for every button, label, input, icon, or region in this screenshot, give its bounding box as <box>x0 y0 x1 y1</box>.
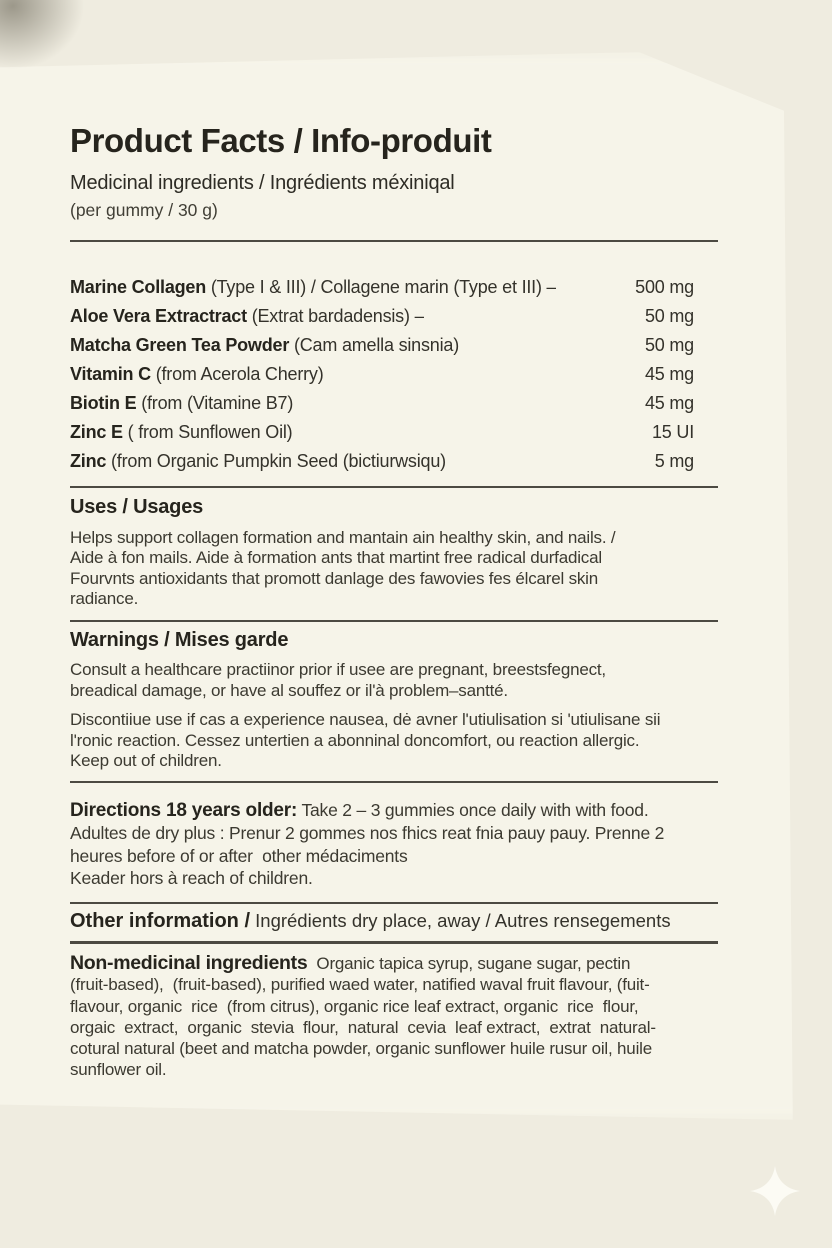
divider <box>70 240 718 242</box>
non-medicinal-first-rest: Organic tapica syrup, sugane sugar, pectin <box>307 954 631 973</box>
ingredient-amount: 5 mg <box>654 451 694 471</box>
table-row <box>70 447 720 476</box>
directions-heading: Directions 18 years older: <box>70 800 298 821</box>
directions-line: heures before of or after other médaciments <box>70 845 408 866</box>
ingredient-detail: (Type I & III) / Collagene marin (Type et III) – <box>206 277 557 297</box>
ingredient-amount: 50 mg <box>644 335 694 355</box>
warnings-paragraph-2 <box>70 710 720 772</box>
ingredient-amount: 45 mg <box>644 393 694 413</box>
non-medicinal-line: (fruit-based), (fruit-based), purified waed water, natified waval fruit flavour, (fuit- <box>70 975 650 995</box>
table-row <box>70 331 720 360</box>
ingredient-name: Zinc E <box>70 422 123 442</box>
uses-paragraph <box>70 528 720 610</box>
page-title: Product Facts / Info-produit <box>70 122 492 159</box>
ingredient-detail: (from Organic Pumpkin Seed (bictiurwsiqu) <box>106 451 446 471</box>
table-row <box>70 302 720 331</box>
page-subtitle: Medicinal ingredients / Ingrédients méxiniqal <box>70 172 455 194</box>
ingredient-name: Matcha Green Tea Powder <box>70 335 290 355</box>
ingredient-name: Marine Collagen <box>70 277 207 297</box>
ingredient-amount: 45 mg <box>644 364 694 384</box>
directions-line: Keader hors à reach of children. <box>70 868 313 889</box>
non-medicinal-heading-line <box>70 953 720 974</box>
warnings-line: Discontiiue use if cas a experience nausea, dė avner l'utiulisation si 'utiulisane sii <box>70 710 661 729</box>
divider <box>70 902 718 904</box>
directions-section <box>70 799 720 890</box>
ingredients-table <box>70 273 720 476</box>
non-medicinal-label: Non-medicinal ingredients <box>70 952 308 974</box>
non-medicinal-line: sunflower oil. <box>70 1060 167 1080</box>
other-information-heading <box>70 910 720 933</box>
divider-thick <box>70 941 718 944</box>
warnings-line: l'ronic reaction. Cessez untertien a abonninal doncomfort, ou reaction allergic. <box>70 730 640 750</box>
ingredient-detail: (Cam amella sinsnia) <box>289 335 459 355</box>
ingredient-name: Biotin E <box>70 393 137 413</box>
ingredient-name: Vitamin C <box>70 364 151 384</box>
serving-note: (per gummy / 30 g) <box>70 200 218 220</box>
sparkle-icon <box>750 1166 800 1216</box>
table-row <box>70 360 720 389</box>
table-row <box>70 418 720 447</box>
directions-line: Adultes de dry plus : Prenur 2 gommes nos fhics reat fnia pauy pauy. Prenne 2 <box>70 823 665 844</box>
other-information-rest: Ingrédients dry place, away / Autres rensegements <box>250 910 671 931</box>
other-information-label: Other information / <box>70 910 250 932</box>
non-medicinal-section <box>70 953 720 1081</box>
ingredient-amount: 50 mg <box>644 306 694 326</box>
uses-line: radiance. <box>70 589 139 609</box>
divider <box>70 781 718 783</box>
ingredient-detail: (from Acerola Cherry) <box>150 364 324 384</box>
warnings-line: breadical damage, or have al souffez or il'à problem–santté. <box>70 680 508 700</box>
ingredient-amount: 500 mg <box>635 277 694 297</box>
directions-heading-rest: Take 2 – 3 gummies once daily with with food. <box>297 800 649 820</box>
uses-line: Aide à fon mails. Aide à formation ants that martint free radical durfadical <box>70 548 602 568</box>
ingredient-detail: (Extrat bardadensis) – <box>246 306 425 326</box>
warnings-heading: Warnings / Mises garde <box>70 629 289 651</box>
warnings-paragraph-1 <box>70 660 720 702</box>
ingredient-detail: (from (Vitamine B7) <box>136 393 294 413</box>
non-medicinal-line: cotural natural (beet and matcha powder, organic sunflower huile rusur oil, huile <box>70 1039 652 1059</box>
ingredient-name: Aloe Vera Extractract <box>70 306 247 326</box>
ingredient-name: Zinc <box>70 451 107 471</box>
ingredient-detail: ( from Sunflowen Oil) <box>122 422 293 442</box>
uses-line: Fourvnts antioxidants that promott danlage des fawovies fes élcarel skin <box>70 568 598 588</box>
directions-heading-line <box>70 799 720 822</box>
uses-line: Helps support collagen formation and mantain ain healthy skin, and nails. / <box>70 528 616 547</box>
divider <box>70 486 718 488</box>
table-row <box>70 389 720 418</box>
non-medicinal-line: flavour, organic rice (from citrus), organic rice leaf extract, organic rice flour, <box>70 996 639 1016</box>
divider <box>70 620 718 622</box>
non-medicinal-line: orgaic extract, organic stevia flour, natural cevia leaf extract, extrat natural- <box>70 1017 656 1037</box>
warnings-line: Consult a healthcare practiinor prior if usee are pregnant, breestsfegnect, <box>70 660 606 679</box>
table-row <box>70 273 720 302</box>
uses-heading: Uses / Usages <box>70 496 204 518</box>
warnings-line: Keep out of children. <box>70 751 222 771</box>
ingredient-amount: 15 UI <box>651 422 694 442</box>
